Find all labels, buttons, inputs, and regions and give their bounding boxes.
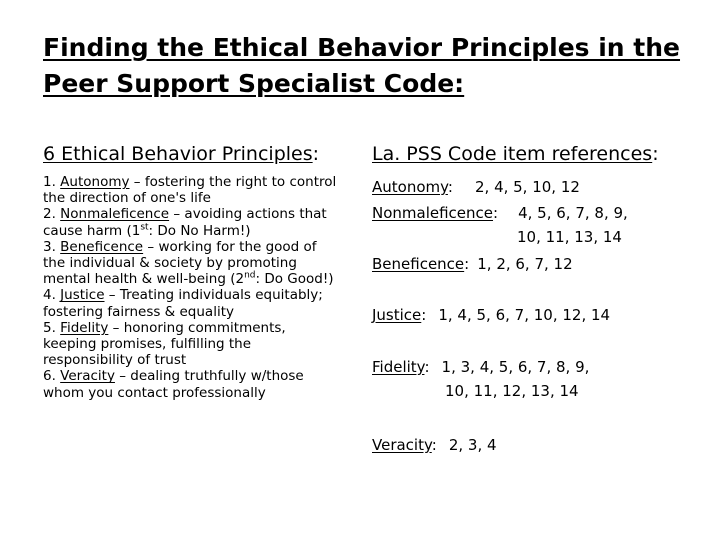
reference-sep: :: [424, 358, 430, 376]
reference-values: 2, 3, 4: [448, 436, 497, 454]
principle-name: Fidelity: [60, 319, 109, 336]
principles-heading: [43, 140, 319, 168]
reference-nonmaleficence: [372, 201, 628, 249]
principle-item-beneficence: [43, 239, 363, 288]
reference-values: 2, 4, 5, 10, 12: [474, 178, 580, 196]
principle-desc: – fostering the right to control: [129, 174, 337, 190]
reference-autonomy: [372, 175, 580, 199]
principle-item-justice: [43, 287, 363, 319]
reference-sep: :: [493, 204, 499, 222]
reference-sep: :: [447, 178, 453, 196]
principle-desc: the individual & society by promoting: [43, 255, 297, 272]
principle-name: Veracity: [60, 368, 115, 385]
principle-item-veracity: [43, 368, 363, 400]
reference-name: Veracity: [372, 436, 432, 454]
ordinal-suffix: st: [140, 222, 149, 233]
principle-desc: – working for the good of: [143, 238, 317, 255]
reference-fidelity: [372, 355, 589, 403]
reference-name: Justice: [372, 306, 422, 324]
principle-desc: – Treating individuals equitably;: [104, 287, 323, 304]
reference-name: Fidelity: [372, 358, 425, 376]
principle-name: Nonmaleficence: [60, 206, 170, 223]
principle-number: 4.: [43, 287, 61, 304]
reference-values-cont: 10, 11, 12, 13, 14: [445, 382, 579, 400]
reference-justice: [372, 303, 610, 327]
principle-desc: – honoring commitments,: [108, 319, 286, 336]
reference-sep: :: [431, 436, 437, 454]
principle-desc: fostering fairness & equality: [43, 303, 234, 320]
principle-desc: cause harm (1: [43, 222, 141, 239]
principle-number: 6.: [43, 368, 61, 385]
principle-item-nonmaleficence: [43, 206, 363, 238]
reference-values: 1, 2, 6, 7, 12: [477, 255, 573, 273]
principle-desc: mental health & well-being (2: [43, 271, 245, 288]
principle-name: Autonomy: [60, 174, 130, 190]
references-heading-text: La. PSS Code item references: [372, 143, 653, 165]
principle-number: 5.: [43, 319, 61, 336]
ordinal-suffix: nd: [244, 270, 256, 281]
reference-values: 4, 5, 6, 7, 8, 9,: [518, 204, 628, 222]
reference-name: Autonomy: [372, 178, 448, 196]
principle-desc: – avoiding actions that: [169, 206, 327, 223]
principle-number: 1.: [43, 174, 61, 190]
principle-item-fidelity: [43, 320, 363, 369]
references-heading-colon: :: [652, 143, 659, 165]
principle-desc: keeping promises, fulfilling the: [43, 336, 252, 353]
reference-sep: :: [421, 306, 427, 324]
principle-number: 2.: [43, 206, 61, 223]
principle-desc: : Do Good!): [255, 271, 334, 288]
reference-veracity: [372, 433, 497, 457]
principles-list: [43, 174, 363, 401]
principle-item-autonomy: [43, 174, 363, 206]
reference-beneficence: [372, 252, 573, 276]
principle-desc: – dealing truthfully w/those: [114, 368, 304, 385]
reference-values: 1, 4, 5, 6, 7, 10, 12, 14: [438, 306, 611, 324]
title-line-1: Finding the Ethical Behavior Principles in the: [43, 33, 681, 62]
principle-number: 3.: [43, 238, 61, 255]
principle-name: Justice: [60, 287, 105, 304]
principles-heading-colon: :: [312, 143, 320, 165]
page-title: [43, 30, 693, 102]
title-line-2: Peer Support Specialist Code:: [43, 69, 465, 98]
reference-values: 1, 3, 4, 5, 6, 7, 8, 9,: [441, 358, 590, 376]
principle-name: Beneficence: [60, 238, 144, 255]
reference-values-cont: 10, 11, 13, 14: [517, 228, 622, 246]
principles-heading-text: 6 Ethical Behavior Principles: [43, 143, 313, 165]
reference-name: Nonmaleficence: [372, 204, 494, 222]
principle-desc: whom you contact professionally: [43, 384, 266, 401]
principle-desc: : Do No Harm!): [148, 222, 251, 239]
references-heading: [372, 140, 659, 168]
principle-desc: the direction of one's life: [43, 190, 211, 207]
principle-desc: responsibility of trust: [43, 352, 187, 369]
reference-name: Beneficence: [372, 255, 465, 273]
reference-sep: :: [464, 255, 470, 273]
